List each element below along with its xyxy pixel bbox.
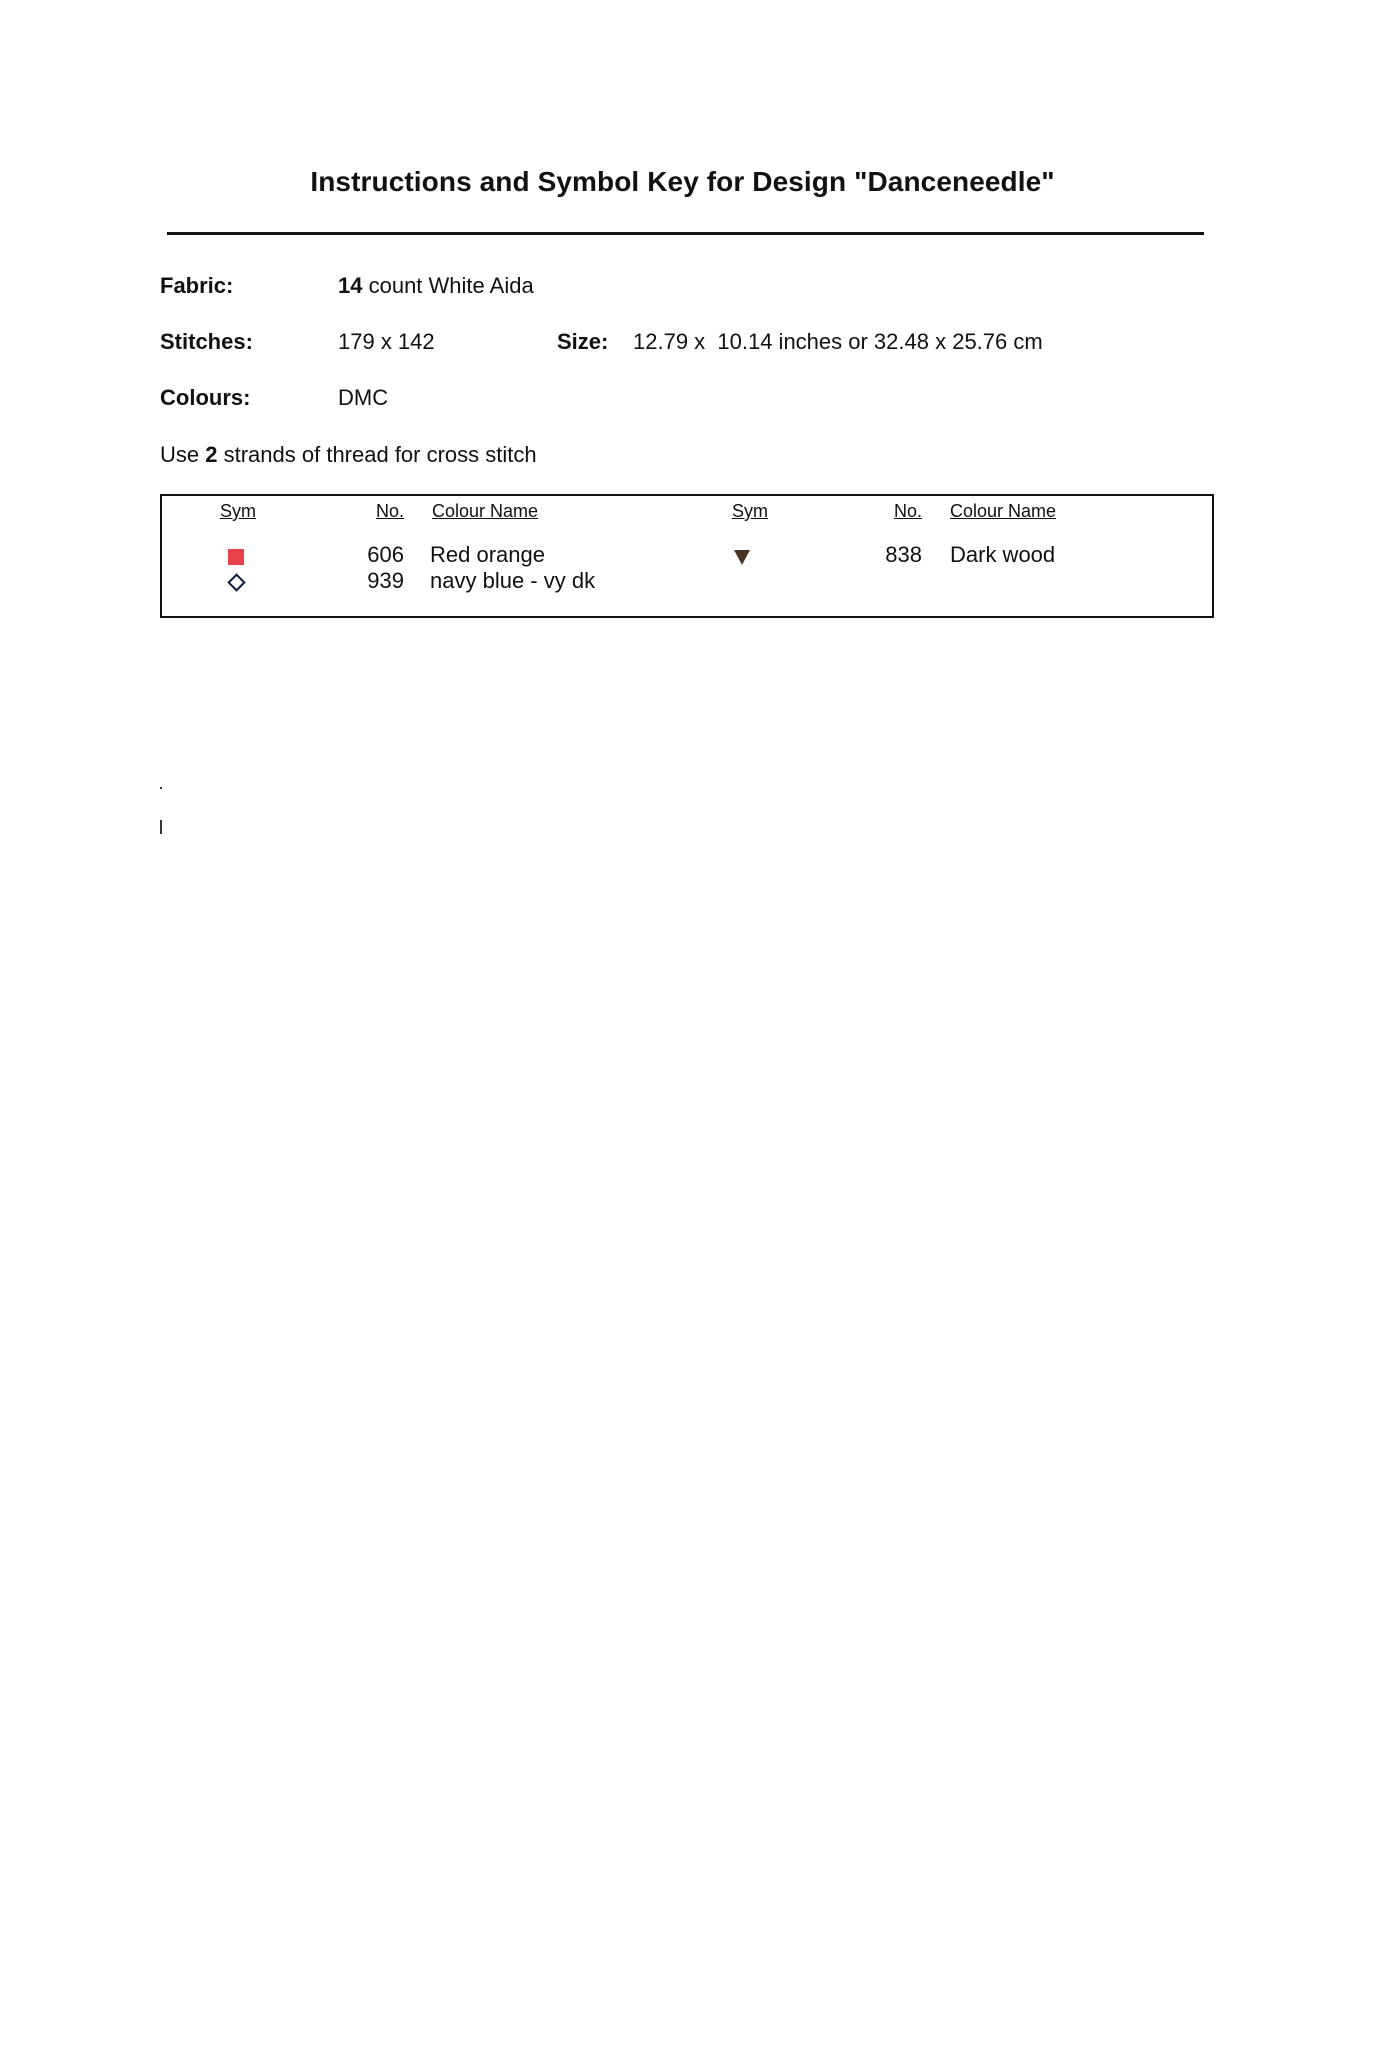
stitches-value: 179 x 142 (338, 329, 435, 354)
thread-colour-name: Dark wood (950, 542, 1056, 567)
header-sym-left: Sym (220, 501, 256, 521)
fabric-count: 14 (338, 273, 363, 298)
symbol-key-table (160, 494, 1214, 618)
header-colour-name-left: Colour Name (432, 501, 539, 521)
stitches-label: Stitches: (160, 329, 253, 354)
stray-dot-mark (160, 787, 162, 789)
colours-value: DMC (338, 385, 389, 410)
thread-colour-name: navy blue - vy dk (430, 568, 596, 593)
thread-number: 939 (367, 568, 404, 593)
fabric-value (338, 273, 534, 299)
colours-label: Colours: (160, 385, 251, 410)
header-sym-right: Sym (732, 501, 768, 521)
navy-diamond-icon (227, 573, 245, 591)
size-label: Size: (557, 329, 609, 354)
header-colour-name-right: Colour Name (950, 501, 1057, 521)
header-no-right: No. (893, 501, 922, 521)
stray-bar-mark (160, 820, 162, 834)
title-divider (167, 232, 1204, 235)
red-square-icon (228, 549, 244, 565)
fabric-label: Fabric: (160, 273, 234, 298)
thread-colour-name: Red orange (430, 542, 545, 567)
fabric-description: count White Aida (362, 273, 534, 298)
strands-count: 2 (205, 442, 218, 467)
thread-number: 838 (885, 542, 922, 567)
strands-instruction: Use 2 strands of thread for cross stitch (160, 442, 537, 467)
header-no-left: No. (375, 501, 404, 521)
thread-number: 606 (367, 542, 404, 567)
size-value: 12.79 x 10.14 inches or 32.48 x 25.76 cm (633, 329, 1043, 354)
page-title: Instructions and Symbol Key for Design "Danceneedle" (310, 166, 1055, 197)
brown-triangle-icon (734, 550, 750, 565)
